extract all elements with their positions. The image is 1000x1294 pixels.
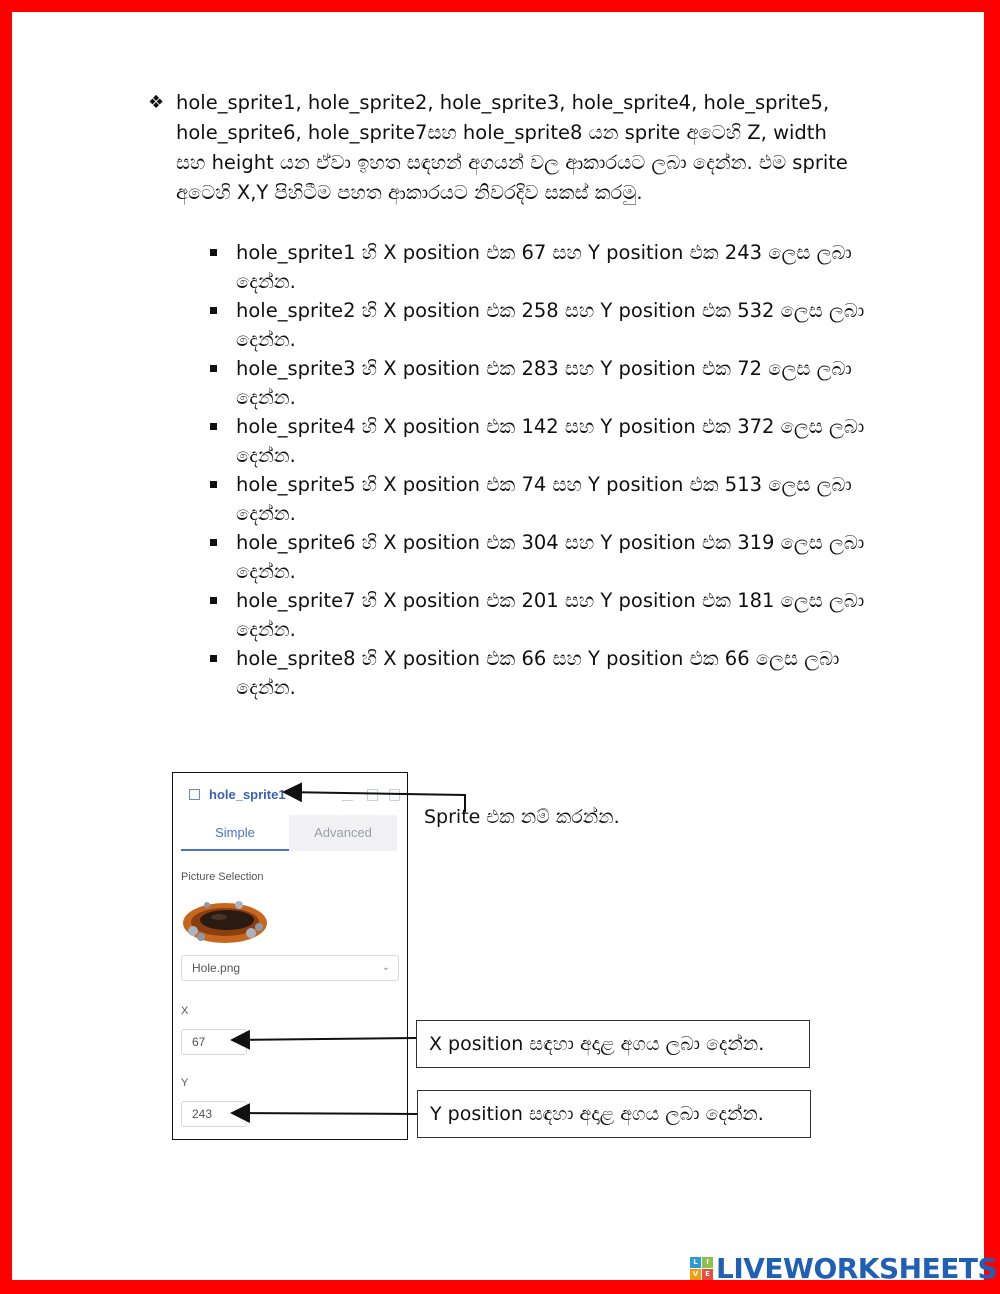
list-item: hole_sprite1 හි X position එක 67 සහ Y position එක 243 ලෙස ලබා දෙන්න. [208, 238, 868, 296]
edit-icon[interactable] [342, 789, 360, 801]
square-bullet-icon [210, 249, 217, 256]
picture-select[interactable] [181, 955, 399, 981]
y-callout-box: Y position සඳහා අදාළ අගය ලබා දෙන්න. [417, 1090, 811, 1138]
square-bullet-icon [210, 365, 217, 372]
logo-mark-icon: L I V E [690, 1257, 714, 1281]
list-item: hole_sprite6 හි X position එක 304 සහ Y position එක 319 ලෙස ලබා දෙන්න. [208, 528, 868, 586]
square-bullet-icon [210, 597, 217, 604]
tab-advanced[interactable]: Advanced [289, 815, 397, 851]
list-item: hole_sprite5 හි X position එක 74 සහ Y position එක 513 ලෙස ලබා දෙන්න. [208, 470, 868, 528]
list-item: hole_sprite2 හි X position එක 258 සහ Y position එක 532 ලෙස ලබා දෙන්න. [208, 296, 868, 354]
list-item: hole_sprite3 හි X position එක 283 සහ Y position එක 72 ලෙස ලබා දෙන්න. [208, 354, 868, 412]
square-bullet-icon [210, 307, 217, 314]
name-callout: Sprite එක නම් කරන්න. [424, 806, 620, 828]
trash-icon[interactable] [389, 789, 400, 801]
list-item: hole_sprite7 හි X position එක 201 සහ Y position එක 181 ලෙස ලබා දෙන්න. [208, 586, 868, 644]
sprite-editor-panel [172, 772, 408, 1140]
x-callout-box: X position සඳහා අදාළ අගය ලබා දෙන්න. [416, 1020, 810, 1068]
picture-select-value: Hole.png [192, 961, 241, 975]
sprite-name-label[interactable]: hole_sprite1 [209, 787, 286, 802]
copy-icon[interactable] [367, 789, 378, 801]
diamond-bullet-icon: ❖ [148, 92, 165, 113]
y-input[interactable]: 243 [181, 1101, 247, 1127]
x-input[interactable]: 67 [181, 1029, 247, 1055]
list-item: hole_sprite8 හි X position එක 66 සහ Y position එක 66 ලෙස ලබා දෙන්න. [208, 644, 868, 702]
panel-tabs [181, 815, 397, 851]
y-label: Y [181, 1077, 189, 1089]
logo-wordmark: LIVEWORKSHEETS [716, 1252, 998, 1285]
picture-selection-label: Picture Selection [181, 871, 264, 883]
square-bullet-icon [210, 655, 217, 662]
liveworksheets-logo [690, 1252, 998, 1285]
position-list [208, 238, 868, 702]
square-bullet-icon [210, 423, 217, 430]
intro-text: hole_sprite1, hole_sprite2, hole_sprite3, hole_sprite4, hole_sprite5, hole_sprite6, hole_sprite7සහ hole_sprite8 යන sprite අටෙහි Z, width සහ height යන ඒවා ඉහත සඳහන් අගයන් වල ආකාරයට ලබා දෙන්න. එම sprite අටෙහි X,Y පිහිටීම පහත ආකාරයට නිවරදිව සකස් කරමු. [176, 91, 848, 204]
sprite-tools [345, 789, 405, 803]
square-bullet-icon [210, 481, 217, 488]
list-item: hole_sprite4 හි X position එක 142 සහ Y position එක 372 ලෙස ලබා දෙන්න. [208, 412, 868, 470]
sprite-name-row [189, 787, 399, 805]
sprite-icon [189, 789, 200, 800]
tab-simple[interactable]: Simple [181, 815, 289, 851]
hole-image [181, 893, 269, 947]
chevron-down-icon: ⌄ [381, 962, 390, 973]
square-bullet-icon [210, 539, 217, 546]
intro-paragraph [148, 88, 848, 208]
x-label: X [181, 1005, 189, 1017]
